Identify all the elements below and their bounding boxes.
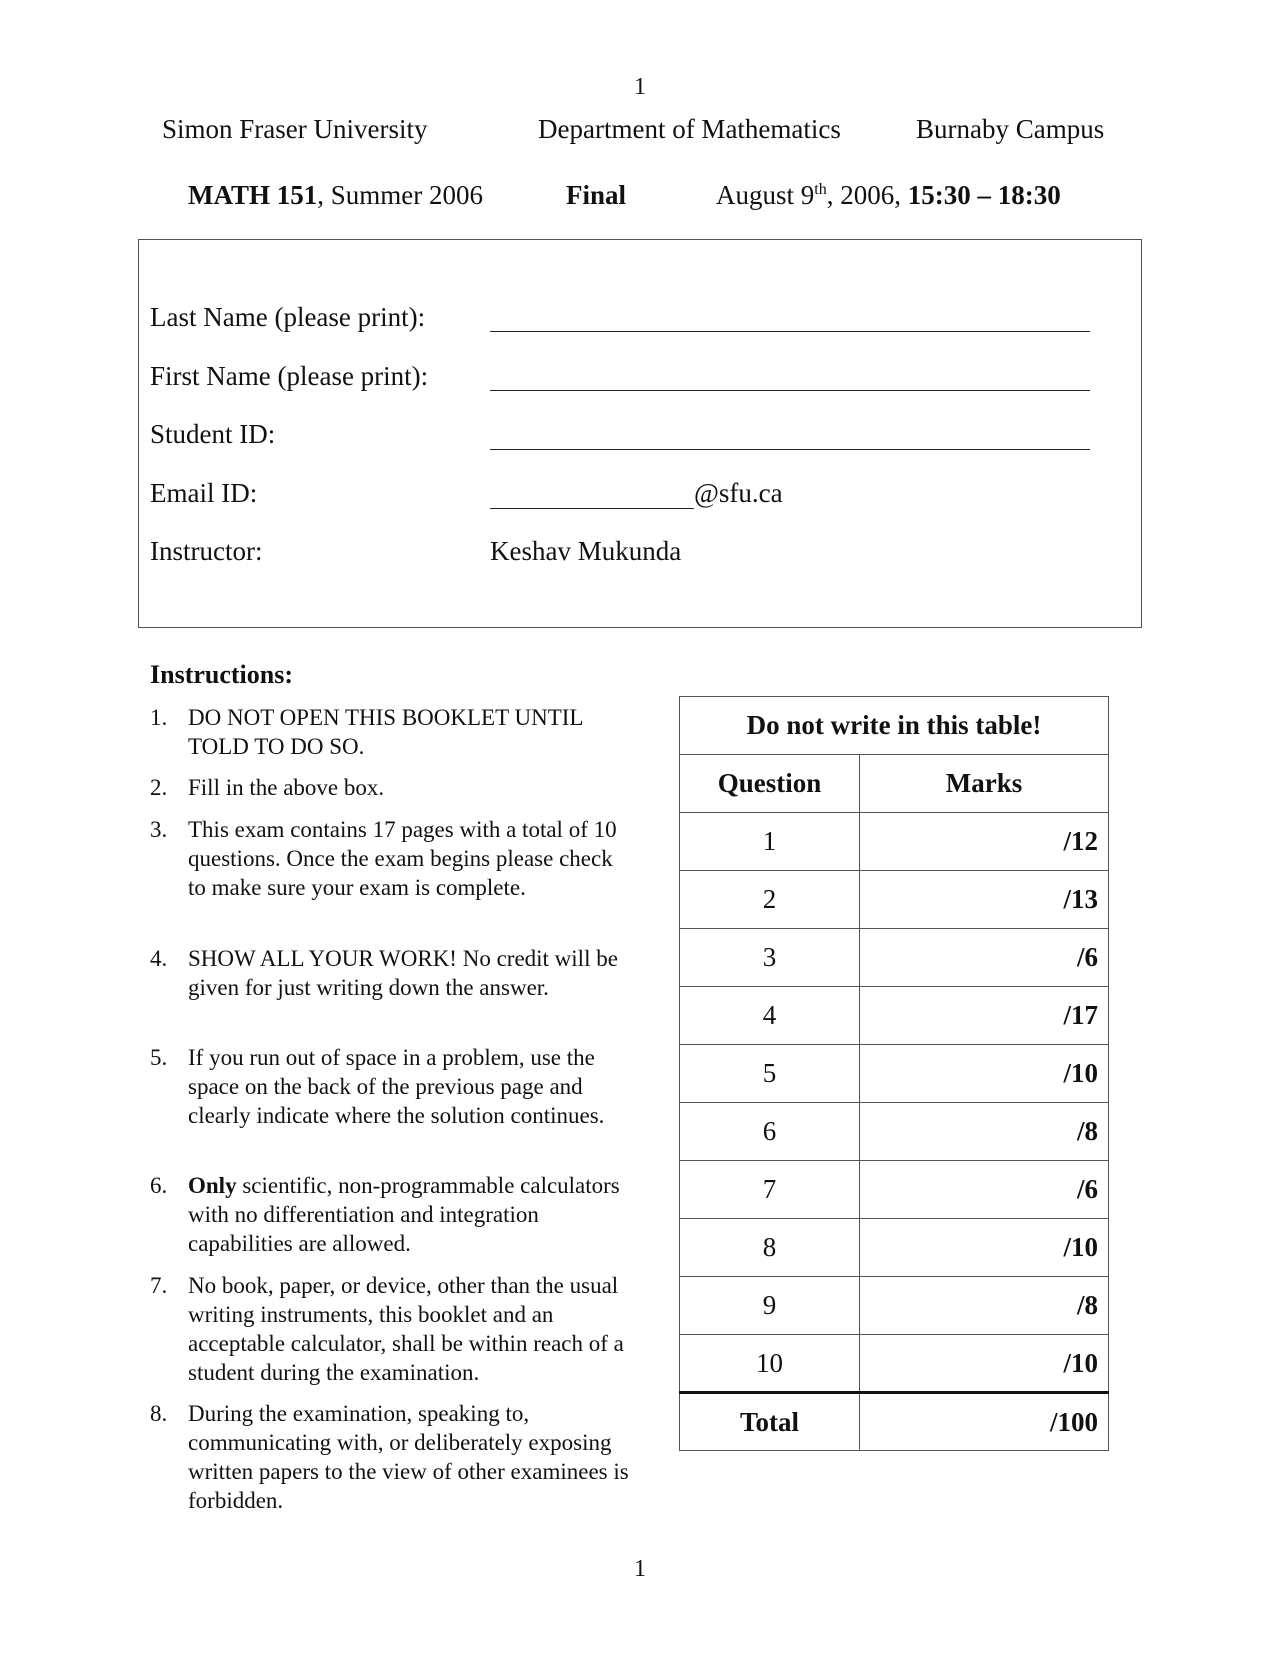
instruction-item xyxy=(150,773,630,802)
table-row xyxy=(680,1335,1109,1393)
date-prefix: August 9 xyxy=(716,180,815,210)
instruction-item xyxy=(150,1043,630,1130)
instruction-item xyxy=(150,815,630,902)
page-number-top: 1 xyxy=(634,74,646,100)
question-marks: /10 xyxy=(860,1045,1109,1103)
instruction-number: 2. xyxy=(150,775,168,800)
table-row xyxy=(680,929,1109,987)
instruction-text: If you run out of space in a problem, use the space on the back of the previous page and clearly indicate where the solution continues. xyxy=(188,1045,605,1128)
question-marks: /6 xyxy=(860,1161,1109,1219)
instruction-text: No book, paper, or device, other than the usual writing instruments, this booklet and an acceptable calculator, shall be within reach of a student during the examination. xyxy=(188,1273,624,1385)
campus-name: Burnaby Campus xyxy=(916,114,1105,144)
total-label: Total xyxy=(680,1393,860,1451)
total-marks: /100 xyxy=(860,1393,1109,1451)
first-name-field[interactable] xyxy=(490,390,1090,391)
instruction-number: 8. xyxy=(150,1401,168,1426)
date-suffix: , 2006, xyxy=(826,180,908,210)
instruction-number: 3. xyxy=(150,817,168,842)
instructions-heading: Instructions: xyxy=(150,660,294,689)
question-number: 9 xyxy=(680,1277,860,1335)
instruction-text: Fill in the above box. xyxy=(188,775,385,800)
instruction-text: This exam contains 17 pages with a total of 10 questions. Once the exam begins please check to make sure your exam is complete. xyxy=(188,817,617,900)
total-row xyxy=(680,1393,1109,1451)
instruction-text-rest: scientific, non-programmable calculators with no differentiation and integration capabilities are allowed. xyxy=(188,1173,620,1256)
page-number-bottom: 1 xyxy=(634,1556,646,1582)
department-name: Department of Mathematics xyxy=(538,114,841,144)
table-row xyxy=(680,1103,1109,1161)
course-term: , Summer 2006 xyxy=(317,180,483,210)
last-name-label: Last Name (please print): xyxy=(150,302,426,332)
instruction-item xyxy=(150,944,630,1002)
question-marks: /17 xyxy=(860,987,1109,1045)
question-number: 7 xyxy=(680,1161,860,1219)
question-number: 5 xyxy=(680,1045,860,1103)
table-row xyxy=(680,871,1109,929)
table-row xyxy=(680,1277,1109,1335)
question-number: 3 xyxy=(680,929,860,987)
question-marks: /10 xyxy=(860,1219,1109,1277)
email-label: Email ID: xyxy=(150,478,258,508)
question-marks: /8 xyxy=(860,1277,1109,1335)
table-row xyxy=(680,813,1109,871)
column-header-question: Question xyxy=(680,755,860,813)
student-id-label: Student ID: xyxy=(150,419,276,449)
instruction-number: 7. xyxy=(150,1273,168,1298)
table-row xyxy=(680,1219,1109,1277)
instruction-item xyxy=(150,1271,630,1387)
last-name-field[interactable] xyxy=(490,331,1090,332)
instruction-item xyxy=(150,1171,630,1258)
email-field[interactable] xyxy=(490,508,694,509)
question-number: 6 xyxy=(680,1103,860,1161)
student-info-box xyxy=(138,239,1142,628)
instruction-emphasis: Only xyxy=(188,1173,237,1198)
instructor-name: Keshav Mukunda xyxy=(490,536,682,566)
column-header-marks: Marks xyxy=(860,755,1109,813)
question-marks: /12 xyxy=(860,813,1109,871)
question-marks: /13 xyxy=(860,871,1109,929)
instruction-number: 1. xyxy=(150,705,168,730)
table-row xyxy=(680,1161,1109,1219)
exam-date xyxy=(716,180,1061,211)
table-row xyxy=(680,987,1109,1045)
question-marks: /6 xyxy=(860,929,1109,987)
question-number: 2 xyxy=(680,871,860,929)
question-marks: /8 xyxy=(860,1103,1109,1161)
instruction-number: 5. xyxy=(150,1045,168,1070)
question-marks: /10 xyxy=(860,1335,1109,1393)
table-row xyxy=(680,1045,1109,1103)
instruction-text: DO NOT OPEN THIS BOOKLET UNTIL TOLD TO DO SO. xyxy=(188,705,583,759)
instruction-text: SHOW ALL YOUR WORK! No credit will be given for just writing down the answer. xyxy=(188,946,618,1000)
instruction-number: 6. xyxy=(150,1173,168,1198)
question-number: 1 xyxy=(680,813,860,871)
exam-time: 15:30 – 18:30 xyxy=(907,180,1061,210)
question-number: 8 xyxy=(680,1219,860,1277)
instruction-text: During the examination, speaking to, communicating with, or deliberately exposing written papers to the view of other examinees is forbidden. xyxy=(188,1401,629,1513)
instruction-number: 4. xyxy=(150,946,168,971)
instructor-label: Instructor: xyxy=(150,536,263,566)
exam-type: Final xyxy=(566,180,627,210)
course-info xyxy=(188,180,483,211)
instruction-item xyxy=(150,703,630,761)
marks-table xyxy=(679,696,1109,1451)
date-suffix-sup: th xyxy=(814,181,827,198)
question-number: 4 xyxy=(680,987,860,1045)
instruction-text xyxy=(188,1171,630,1258)
email-domain: @sfu.ca xyxy=(694,478,783,508)
university-name: Simon Fraser University xyxy=(162,114,428,144)
question-number: 10 xyxy=(680,1335,860,1393)
marks-table-title: Do not write in this table! xyxy=(680,697,1109,755)
first-name-label: First Name (please print): xyxy=(150,361,429,391)
course-code: MATH 151 xyxy=(188,180,318,210)
student-id-field[interactable] xyxy=(490,449,1090,450)
instruction-item xyxy=(150,1399,630,1515)
